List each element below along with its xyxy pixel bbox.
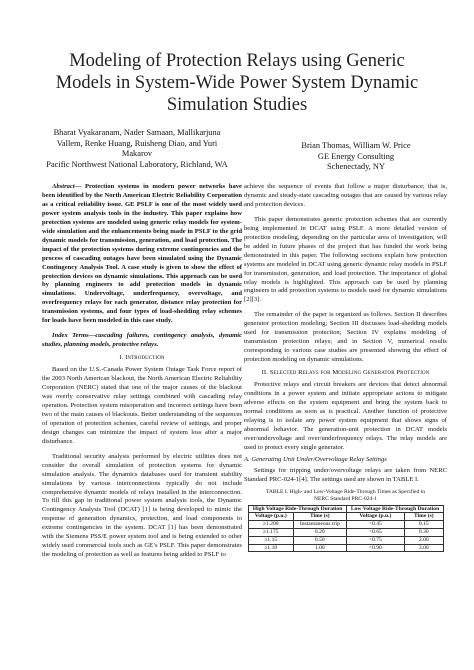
table-row [249, 536, 444, 544]
body-paragraph: achieve the sequence of events that follow a major disturbance; that is, dynamic and steady-state cascading outages that are caused by various relay and protection devices. [244, 183, 447, 208]
table-column-header: Voltage (p.u.) [249, 513, 294, 521]
left-column [42, 183, 242, 560]
caption-line: NERC Standard PRC-024-1 [313, 495, 378, 502]
body-paragraph: Based on the U.S.-Canada Power System Outage Task Force report of the 2003 North American blackout, the North American Electric Reliability Corporation (NERC) stated that one of the major causes of the blackout was overly conservative relay settings combined with cascading relay operation. Protection system misoperation and incorrect settings have been two of the main causes of blackouts. Better understanding of the sequences of operation of protection schemes, careful review of settings, and proper design changes can minimize the impact of system loss after a major disturbance. [42, 366, 242, 445]
table-cell: <0.75 [347, 536, 405, 544]
paper-title [20, 50, 454, 116]
affiliation-line: GE Energy Consulting [317, 151, 395, 161]
table-cell: <0.45 [347, 521, 405, 529]
table-cell: Instantaneous trip [293, 521, 347, 529]
section-heading: II. Selected Relays for Modeling Generator Protection [261, 369, 430, 377]
table-cell: 0.15 [404, 521, 443, 529]
table-column-header: Time (s) [293, 513, 347, 521]
table-group-header: Low Voltage Ride-Through Duration [347, 505, 444, 513]
ride-through-table [248, 505, 444, 553]
index-terms [42, 332, 242, 350]
table-column-header: Voltage (p.u.) [347, 513, 405, 521]
body-paragraph: Traditional security analysis performed by electric utilities does not consider the overall simulation of protection systems for dynamic simulation analysis. The dynamics databases used for transient stability simulations by various interconnections typically do not include comprehensive dynamic models of relays installed in the interconnection. To fill this gap in traditional power system analysis tools, the Dynamic Contingency Analysis Tool (DCAT) [1] is being developed to mimic the response of generation dynamics, protection, and load components to extreme contingencies in the system. DCAT [1] has been demonstrated with the Siemens PSS/E power system tool and is being extended to other widely used commercial tools such as GE’s PSLF. This paper demonstrates the modeling of protection as well as features being added to PSLF to [42, 452, 242, 559]
table-column-header: Time (s) [404, 513, 443, 521]
table-cell: ≥1.200 [249, 521, 294, 529]
table-cell: 1.00 [293, 544, 347, 552]
author-line: Bharat Vyakaranam, Nader Samaan, Mallikarjuna [53, 128, 221, 137]
table-cell: ≥1.10 [249, 544, 294, 552]
affiliation-line: Schenectady, NY [326, 162, 386, 172]
table-caption [244, 489, 447, 503]
subsection-heading: A. Generating Unit Under/Overvoltage Relay Settings [244, 455, 387, 463]
section-heading: I. Introduction [119, 354, 165, 362]
index-terms-text: —cascading failures, contingency analysis, dynamic studies, planning models, protective relays. [42, 332, 243, 349]
abstract-lead: Abstract [52, 183, 75, 190]
table-cell: <0.90 [347, 544, 405, 552]
body-paragraph: The remainder of the paper is organized as follows. Section II describes generator protection modeling; Section III discusses load-shedding models used for transmission protection; Section IV explains modeling of transmission protection relays; and in Section V, numerical results corresponding to various case studies are presented showing the effect of protection modeling on dynamic simulations. [244, 311, 447, 364]
body-paragraph: Protective relays and circuit breakers are devices that detect abnormal conditions in a power system and initiate appropriate actions to mitigate adverse effects on the system equipment and bring the system back to normal conditions as soon as is practical. Another function of protective relaying is to isolate any power system equipment that shows signs of abnormal behavior. The generation-unit protection in DCAT models over/undervoltage and over/underfrequency relays. The relay models are used to protect every single generator. [244, 381, 447, 451]
table-cell: ≥1.15 [249, 536, 294, 544]
table-cell: 0.50 [293, 536, 347, 544]
title-line: Simulation Studies [166, 95, 308, 115]
table-group-header: High Voltage Ride-Through Duration [249, 505, 347, 513]
authors-block-left [34, 128, 240, 170]
title-line: Models in System-Wide Power System Dynamic [55, 73, 419, 93]
authors-block-right [258, 141, 454, 173]
table-cell: ≥1.175 [249, 528, 294, 536]
author-line: Makarov [121, 149, 153, 159]
title-line: Modeling of Protection Relays using Generic [69, 51, 405, 71]
abstract [42, 183, 242, 326]
table-cell: 0.20 [293, 528, 347, 536]
right-column [244, 183, 447, 552]
table-cell: <0.65 [347, 528, 405, 536]
table-cell: 2.00 [404, 536, 443, 544]
body-paragraph: This paper demonstrates generic protection schemes that are currently being implemented in DCAT using PSLF. A more detailed version of protection modeling, depending on the particular area of investigation, will be added in future phases of the project that has funded the work being demonstrated in this paper. The following sections explain how protection systems are modeled in DCAT using generic dynamic relay models in PSLF for transmission, generation, and load protection. The importance of global relay models is highlighted. This approach can be used by planning engineers to add protection systems to models used for dynamic simulations [2][3]. [244, 215, 447, 304]
table-row [249, 521, 444, 529]
table-row [249, 528, 444, 536]
abstract-text: — Protection systems in modern power networks have been identified by the North American Electric Reliability Corporation as a critical reliability issue. GE PSLF is one of the most widely used power system analysis tools in the industry. This paper explains how protection systems are modeled using generic relay models for system-wide simulation and the enhancements being made in PSLF to the grid dynamic models for transmission, generation, and load protection. The impact of the protection systems during extreme contingencies and the process of cascading outages have been simulated using the Dynamic Contingency Analysis Tool. A case study is given to show the effect of protection devices on dynamic simulations. This approach can be used by planning engineers to add protection models in dynamic simulations. Undervoltage, underfrequency, overvoltage, and overfrequency relays for each generator, distance relay protection for transmission systems, and four types of load-shedding relay schemes for loads have been modeled in this case study. [42, 183, 242, 325]
body-paragraph: Settings for tripping under/overvoltage relays are taken from NERC Standard PRC-024-1[4]. The settings used are shown in TABLE I. [244, 466, 447, 483]
author-line: Vallem, Renke Huang, Ruisheng Diao, and Yuri [56, 138, 218, 148]
caption-line: TABLE I. High- and Low-Voltage Ride-Through Times as Specified in [265, 488, 426, 495]
table-cell: 3.00 [404, 544, 443, 552]
author-line: Brian Thomas, William W. Price [301, 141, 411, 150]
index-terms-lead: Index Terms [52, 332, 89, 340]
table-cell: 0.30 [404, 528, 443, 536]
affiliation-line: Pacific Northwest National Laboratory, Richland, WA [46, 159, 228, 169]
table-row [249, 544, 444, 552]
